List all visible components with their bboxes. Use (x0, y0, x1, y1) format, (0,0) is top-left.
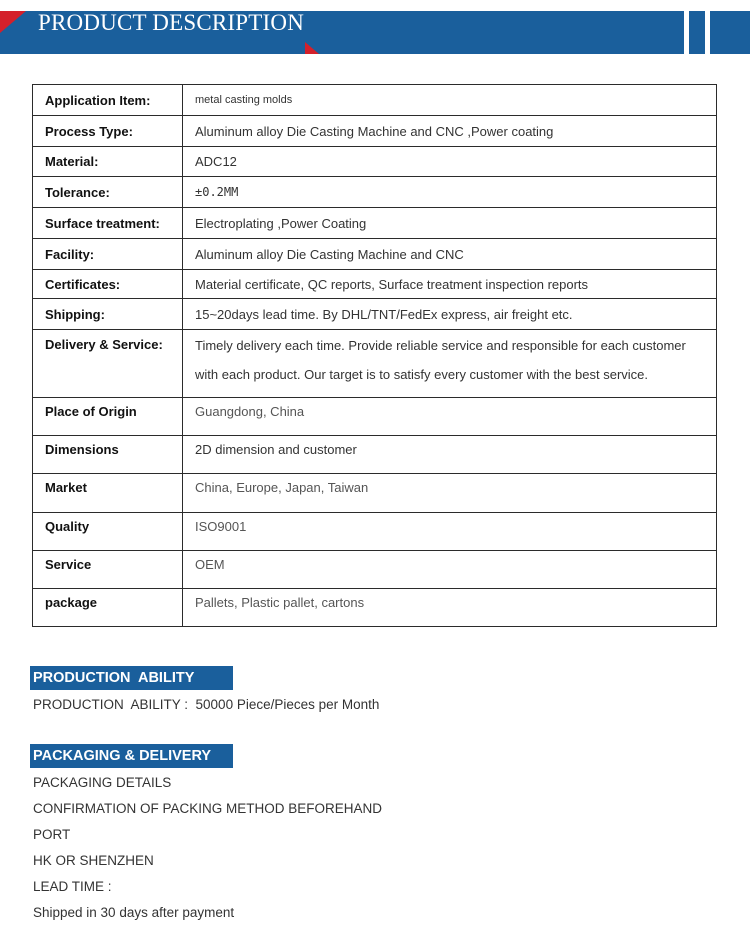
spec-label: package (33, 589, 183, 627)
table-row (33, 147, 717, 177)
spec-label: Delivery & Service: (33, 330, 183, 398)
spec-value: ISO9001 (183, 513, 717, 551)
page-title: PRODUCT DESCRIPTION (38, 10, 304, 35)
spec-value: OEM (183, 551, 717, 589)
spec-value: Pallets, Plastic pallet, cartons (183, 589, 717, 627)
table-row (33, 474, 717, 513)
spec-value: ±0.2MM (183, 177, 717, 208)
spec-value: Aluminum alloy Die Casting Machine and CNC (183, 239, 717, 270)
table-row (33, 398, 717, 436)
banner-stripe (705, 11, 710, 54)
spec-value: China, Europe, Japan, Taiwan (183, 474, 717, 513)
spec-label: Service (33, 551, 183, 589)
table-row (33, 177, 717, 208)
spec-label: Application Item: (33, 85, 183, 116)
spec-value: Guangdong, China (183, 398, 717, 436)
spec-table (32, 84, 717, 627)
spec-label: Quality (33, 513, 183, 551)
red-corner-triangle (0, 11, 30, 41)
spec-label: Dimensions (33, 436, 183, 474)
spec-value: Electroplating ,Power Coating (183, 208, 717, 239)
production-ability-line: PRODUCTION ABILITY : 50000 Piece/Pieces per Month (33, 697, 380, 712)
spec-value: 15~20days lead time. By DHL/TNT/FedEx express, air freight etc. (183, 299, 717, 330)
spec-label: Process Type: (33, 116, 183, 147)
spec-label: Facility: (33, 239, 183, 270)
production-heading-underline (30, 689, 233, 690)
spec-label: Tolerance: (33, 177, 183, 208)
table-row (33, 85, 717, 116)
spec-value: Material certificate, QC reports, Surface treatment inspection reports (183, 270, 717, 299)
table-row (33, 551, 717, 589)
table-row (33, 270, 717, 299)
spec-label: Certificates: (33, 270, 183, 299)
spec-value: ADC12 (183, 147, 717, 177)
red-small-triangle (303, 42, 321, 54)
spec-value-line: Timely delivery each time. Provide reliable service and responsible for each customer (195, 338, 686, 353)
table-row (33, 116, 717, 147)
packaging-line: LEAD TIME : (33, 879, 112, 894)
table-row (33, 513, 717, 551)
spec-label: Shipping: (33, 299, 183, 330)
table-row (33, 299, 717, 330)
spec-label: Surface treatment: (33, 208, 183, 239)
packaging-line: PORT (33, 827, 71, 842)
packaging-line: HK OR SHENZHEN (33, 853, 154, 868)
spec-value-line: with each product. Our target is to satisfy every customer with the best service. (195, 367, 649, 382)
red-corner-shape (0, 11, 26, 33)
table-row (33, 208, 717, 239)
packaging-delivery-heading: PACKAGING & DELIVERY (30, 744, 233, 768)
production-ability-heading: PRODUCTION ABILITY (30, 666, 233, 690)
spec-value: metal casting molds (183, 85, 717, 116)
spec-value: Aluminum alloy Die Casting Machine and CNC ,Power coating (183, 116, 717, 147)
spec-label: Place of Origin (33, 398, 183, 436)
table-row (33, 239, 717, 270)
spec-label: Material: (33, 147, 183, 177)
table-row (33, 330, 717, 398)
table-row (33, 436, 717, 474)
packaging-line: CONFIRMATION OF PACKING METHOD BEFOREHAND (33, 801, 383, 816)
banner-stripe (684, 11, 689, 54)
packaging-line: PACKAGING DETAILS (33, 775, 172, 790)
packaging-line: Shipped in 30 days after payment (33, 905, 235, 920)
spec-label: Market (33, 474, 183, 513)
spec-value: 2D dimension and customer (183, 436, 717, 474)
spec-value (183, 330, 717, 398)
packaging-heading-underline (30, 767, 233, 768)
red-small-shape (305, 42, 319, 54)
table-row (33, 589, 717, 627)
